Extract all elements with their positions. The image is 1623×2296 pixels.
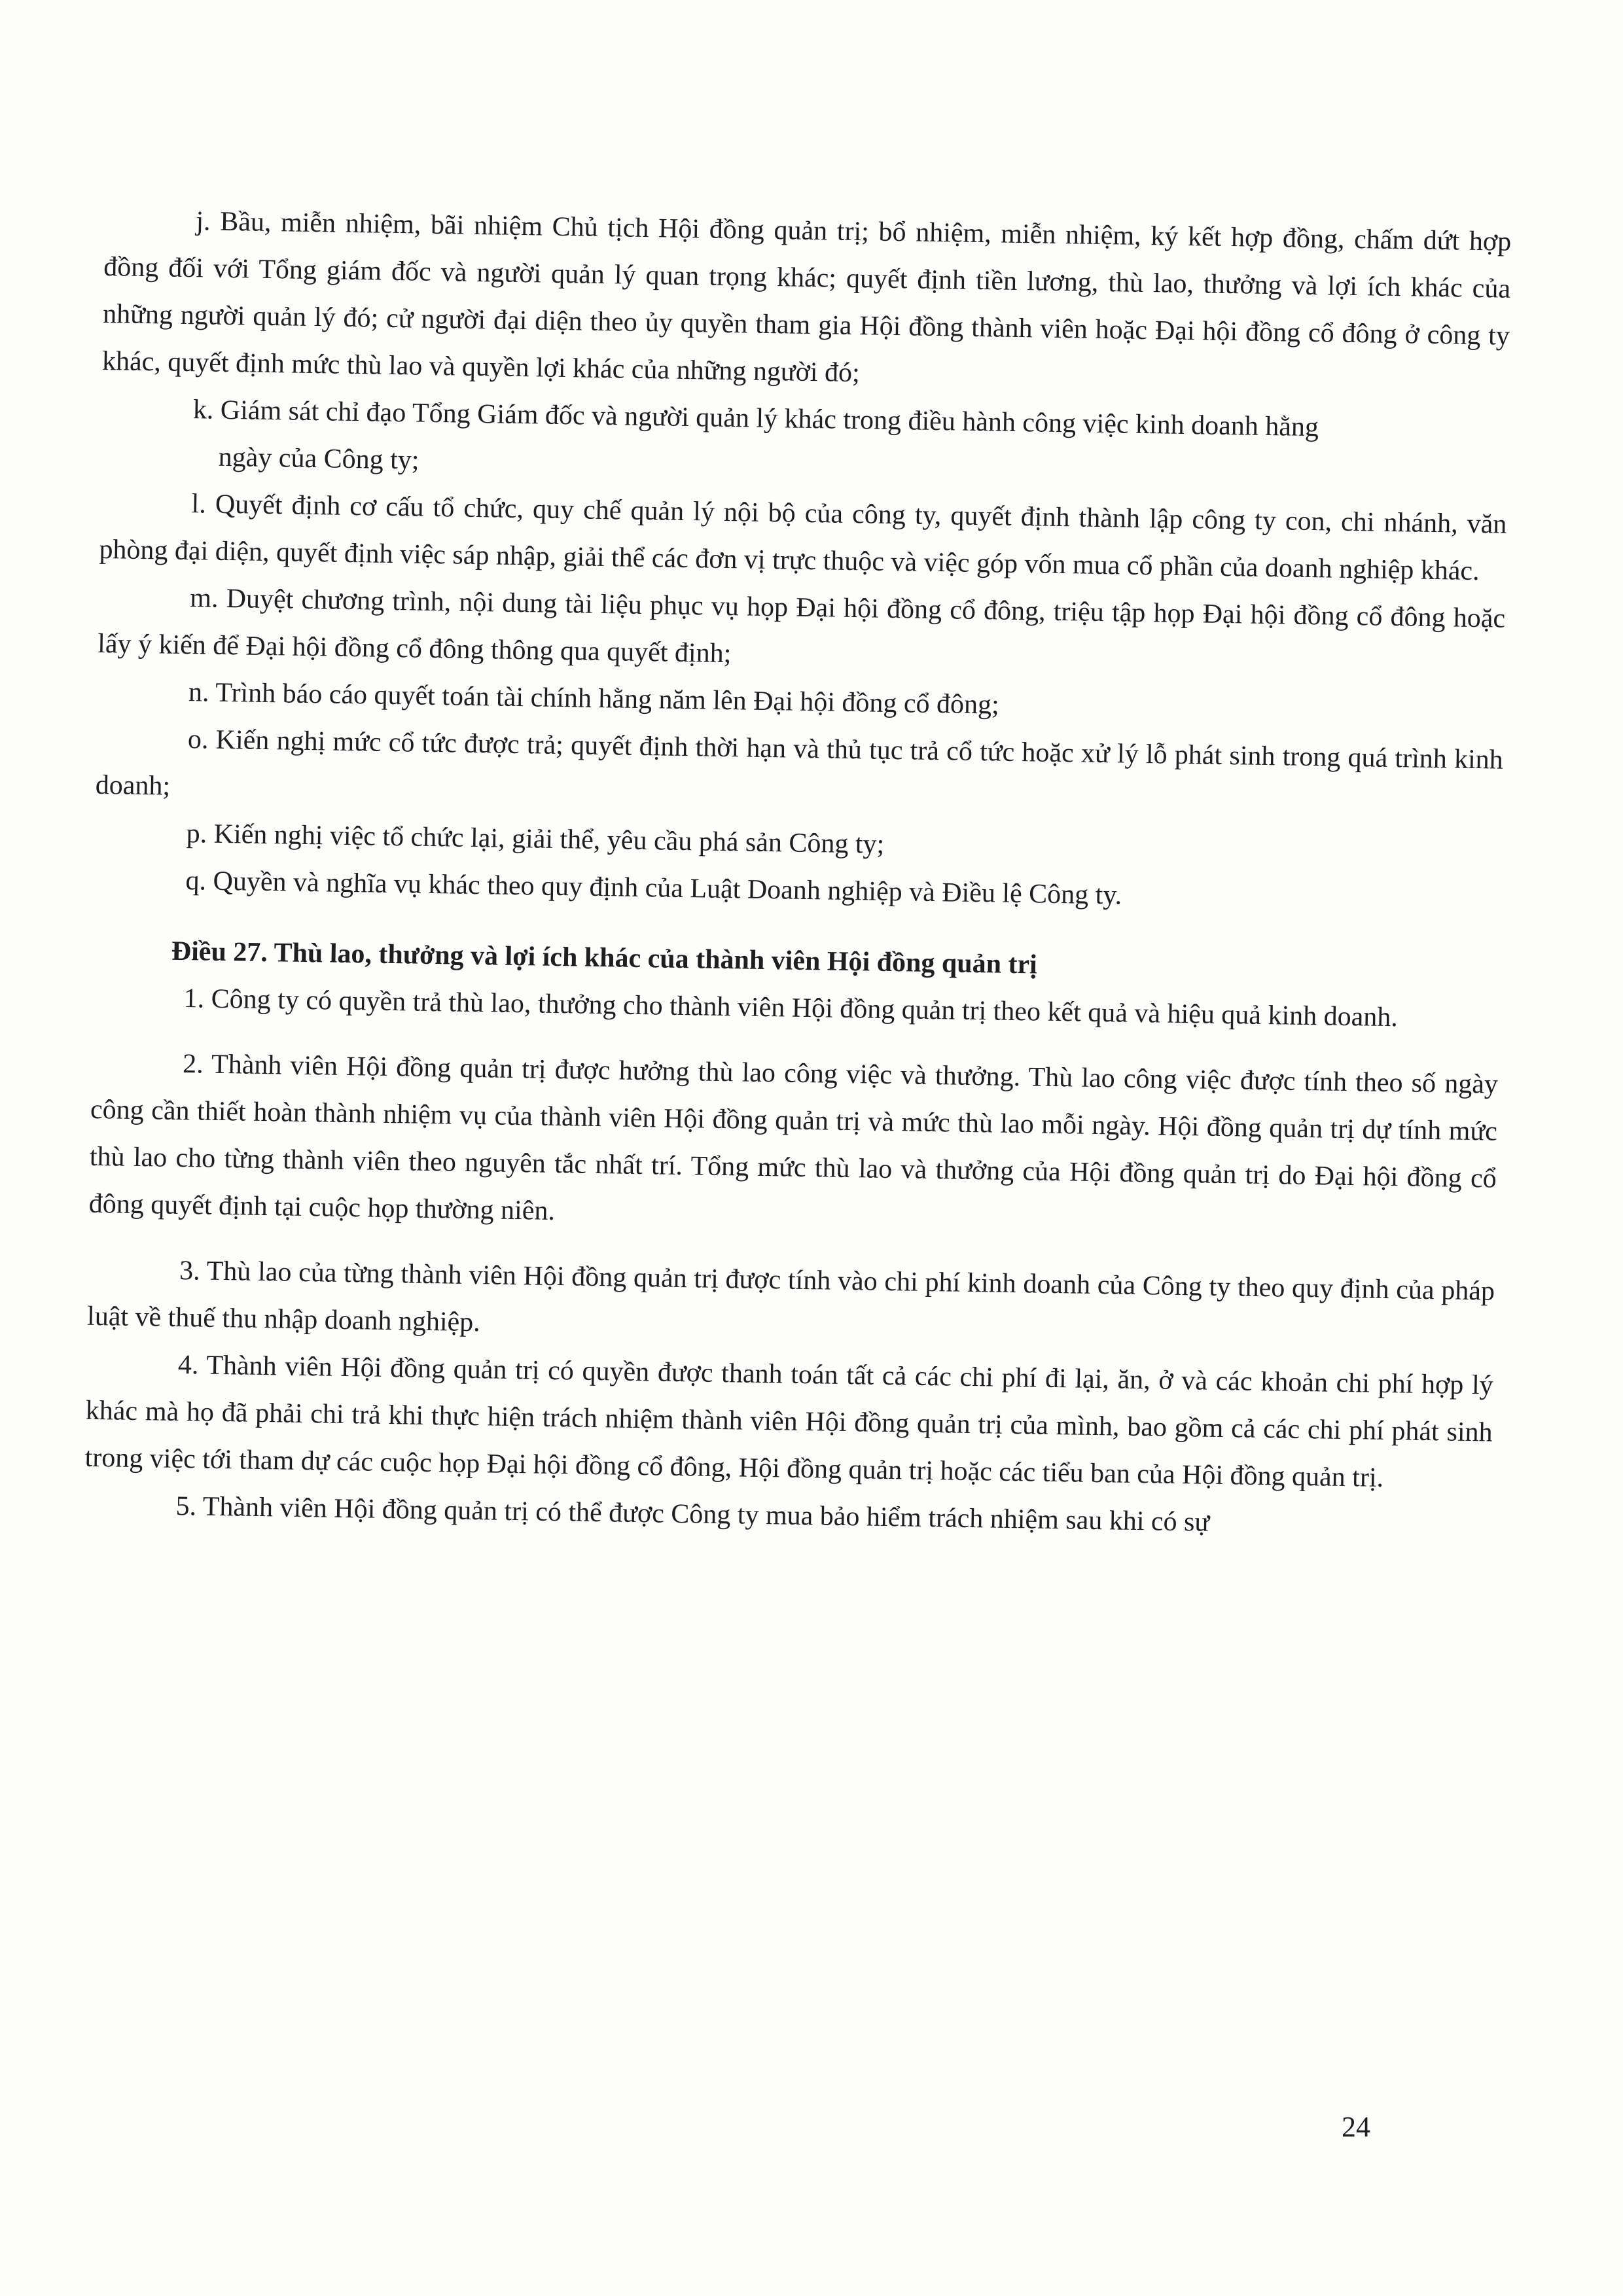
paragraph-l: l. Quyết định cơ cấu tổ chức, quy chế quản lý nội bộ của công ty, quyết định thành lập công ty con, chi nhánh, văn phòng đại diện, quyết định việc sáp nhập, giải thể các đơn vị trực thuộc và việc góp vốn mua cổ phần của doanh nghiệp khác.	[99, 489, 1507, 587]
paragraph-n: n. Trình báo cáo quyết toán tài chính hằng năm lên Đại hội đồng cổ đông;	[188, 677, 1000, 720]
paragraph-k: k. Giám sát chỉ đạo Tổng Giám đốc và người quản lý khác trong điều hành công việc kinh doanh hằng	[192, 395, 1319, 443]
paragraph-j: j. Bầu, miễn nhiệm, bãi nhiệm Chủ tịch Hội đồng quản trị; bổ nhiệm, miễn nhiệm, ký kết hợp đồng, chấm dứt hợp đồng đối với Tổng giám đốc và người quản lý quan trọng khác; quyết định tiền lương, thù lao, thưởng và lợi ích khác của những người quản lý đó; cử người đại diện theo ủy quyền tham gia Hội đồng thành viên hoặc Đại hội đồng cổ đông ở công ty khác, quyết định mức thù lao và quyền lợi khác của những người đó;	[101, 206, 1512, 389]
article-27-item-1: 1. Công ty có quyền trả thù lao, thưởng cho thành viên Hội đồng quản trị theo kết quả và hiệu quả kinh doanh.	[183, 983, 1399, 1033]
article-27-item-4: 4. Thành viên Hội đồng quản trị có quyền được thanh toán tất cả các chi phí đi lại, ăn, ở và các khoản chi phí hợp lý khác mà họ đã phải chi trả khi thực hiện trách nhiệm thành viên Hội đồng quản trị của mình, bao gồm cả các chi phí phát sinh trong việc tới tham dự các cuộc họp Đại hội đồng cổ đông, Hội đồng quản trị hoặc các tiểu ban của Hội đồng quản trị.	[84, 1349, 1494, 1493]
paragraph-q: q. Quyền và nghĩa vụ khác theo quy định của Luật Doanh nghiệp và Điều lệ Công ty.	[185, 866, 1122, 911]
paragraph-m: m. Duyệt chương trình, nội dung tài liệu phục vụ họp Đại hội đồng cổ đông, triệu tập họp Đại hội đồng cổ đông hoặc lấy ý kiến để Đại hội đồng cổ đông thông qua quyết định;	[97, 583, 1506, 669]
article-27-item-3: 3. Thù lao của từng thành viên Hội đồng quản trị được tính vào chi phí kinh doanh của Công ty theo quy định của pháp luật về thuế thu nhập doanh nghiệp.	[86, 1255, 1495, 1338]
document-body	[84, 196, 1512, 1551]
article-27-item-5: 5. Thành viên Hội đồng quản trị có thể được Công ty mua bảo hiểm trách nhiệm sau khi có sự	[175, 1491, 1210, 1538]
paragraph-p: p. Kiến nghị việc tổ chức lại, giải thể, yêu cầu phá sản Công ty;	[186, 819, 885, 860]
article-27-heading: Điều 27. Thù lao, thưởng và lợi ích khác của thành viên Hội đồng quản trị	[171, 936, 1038, 980]
paragraph-o: o. Kiến nghị mức cổ tức được trả; quyết định thời hạn và thủ tục trả cổ tức hoặc xử lý lỗ phát sinh trong quá trình kinh doanh;	[95, 724, 1504, 802]
article-27-item-2: 2. Thành viên Hội đồng quản trị được hưởng thù lao công việc và thưởng. Thù lao công việc được tính theo số ngày công cần thiết hoàn thành nhiệm vụ của thành viên Hội đồng quản trị và mức thù lao mỗi ngày. Hội đồng quản trị dự tính mức thù lao cho từng thành viên theo nguyên tắc nhất trí. Tổng mức thù lao và thưởng của Hội đồng quản trị do Đại hội đồng cổ đông quyết định tại cuộc họp thường niên.	[88, 1049, 1499, 1226]
paragraph-k-continuation: ngày của Công ty;	[218, 442, 419, 476]
page-number: 24	[1342, 2111, 1370, 2143]
